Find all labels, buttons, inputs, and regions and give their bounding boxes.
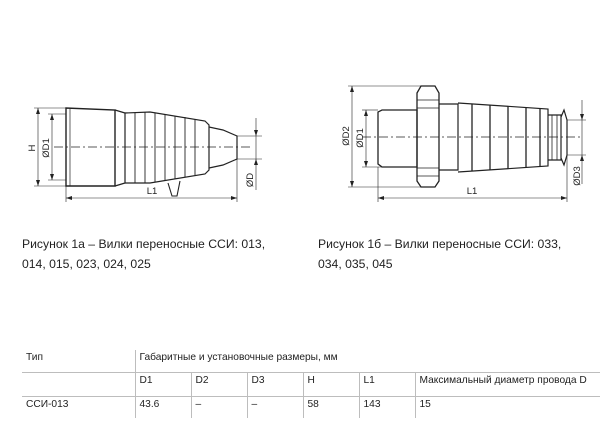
dim-a-h: H xyxy=(27,144,38,152)
dimensions-table xyxy=(22,350,600,418)
cell-h: 58 xyxy=(303,397,359,419)
col-header-d2: D2 xyxy=(191,373,247,397)
dim-b-d3: ØD3 xyxy=(572,166,583,186)
dim-b-d1: ØD1 xyxy=(355,128,366,148)
col-header-d1: D1 xyxy=(135,373,191,397)
table-subheader-row xyxy=(22,373,600,397)
col-header-h: H xyxy=(303,373,359,397)
cell-type: ССИ-013 xyxy=(26,399,69,410)
figure-b-caption: Рисунок 1б – Вилки переносные ССИ: 033, 034, 035, 045 xyxy=(318,237,562,271)
table-header-row xyxy=(22,350,600,373)
table-row xyxy=(22,397,600,419)
figure-a-caption: Рисунок 1а – Вилки переносные ССИ: 013, 014, 015, 023, 024, 025 xyxy=(22,237,266,271)
dim-a-l1: L1 xyxy=(146,186,158,197)
figure-b-drawing xyxy=(348,86,586,202)
col-header-d3: D3 xyxy=(247,373,303,397)
col-header-l1: L1 xyxy=(359,373,415,397)
dim-b-d2: ØD2 xyxy=(341,126,352,146)
cell-d2: – xyxy=(191,397,247,419)
dim-a-d: ØD xyxy=(245,172,256,188)
group-header: Габаритные и установочные размеры, мм xyxy=(135,350,600,373)
dim-a-d1: ØD1 xyxy=(41,138,52,158)
col-header-wire-diameter: Максимальный диаметр провода D xyxy=(415,373,600,397)
cell-d1: 43.6 xyxy=(135,397,191,419)
cell-d3: – xyxy=(247,397,303,419)
dim-b-l1: L1 xyxy=(466,186,478,197)
type-header: Тип xyxy=(22,350,135,373)
type-header-spacer xyxy=(22,373,135,397)
cell-l1: 143 xyxy=(359,397,415,419)
cell-wire-diameter: 15 xyxy=(415,397,600,419)
